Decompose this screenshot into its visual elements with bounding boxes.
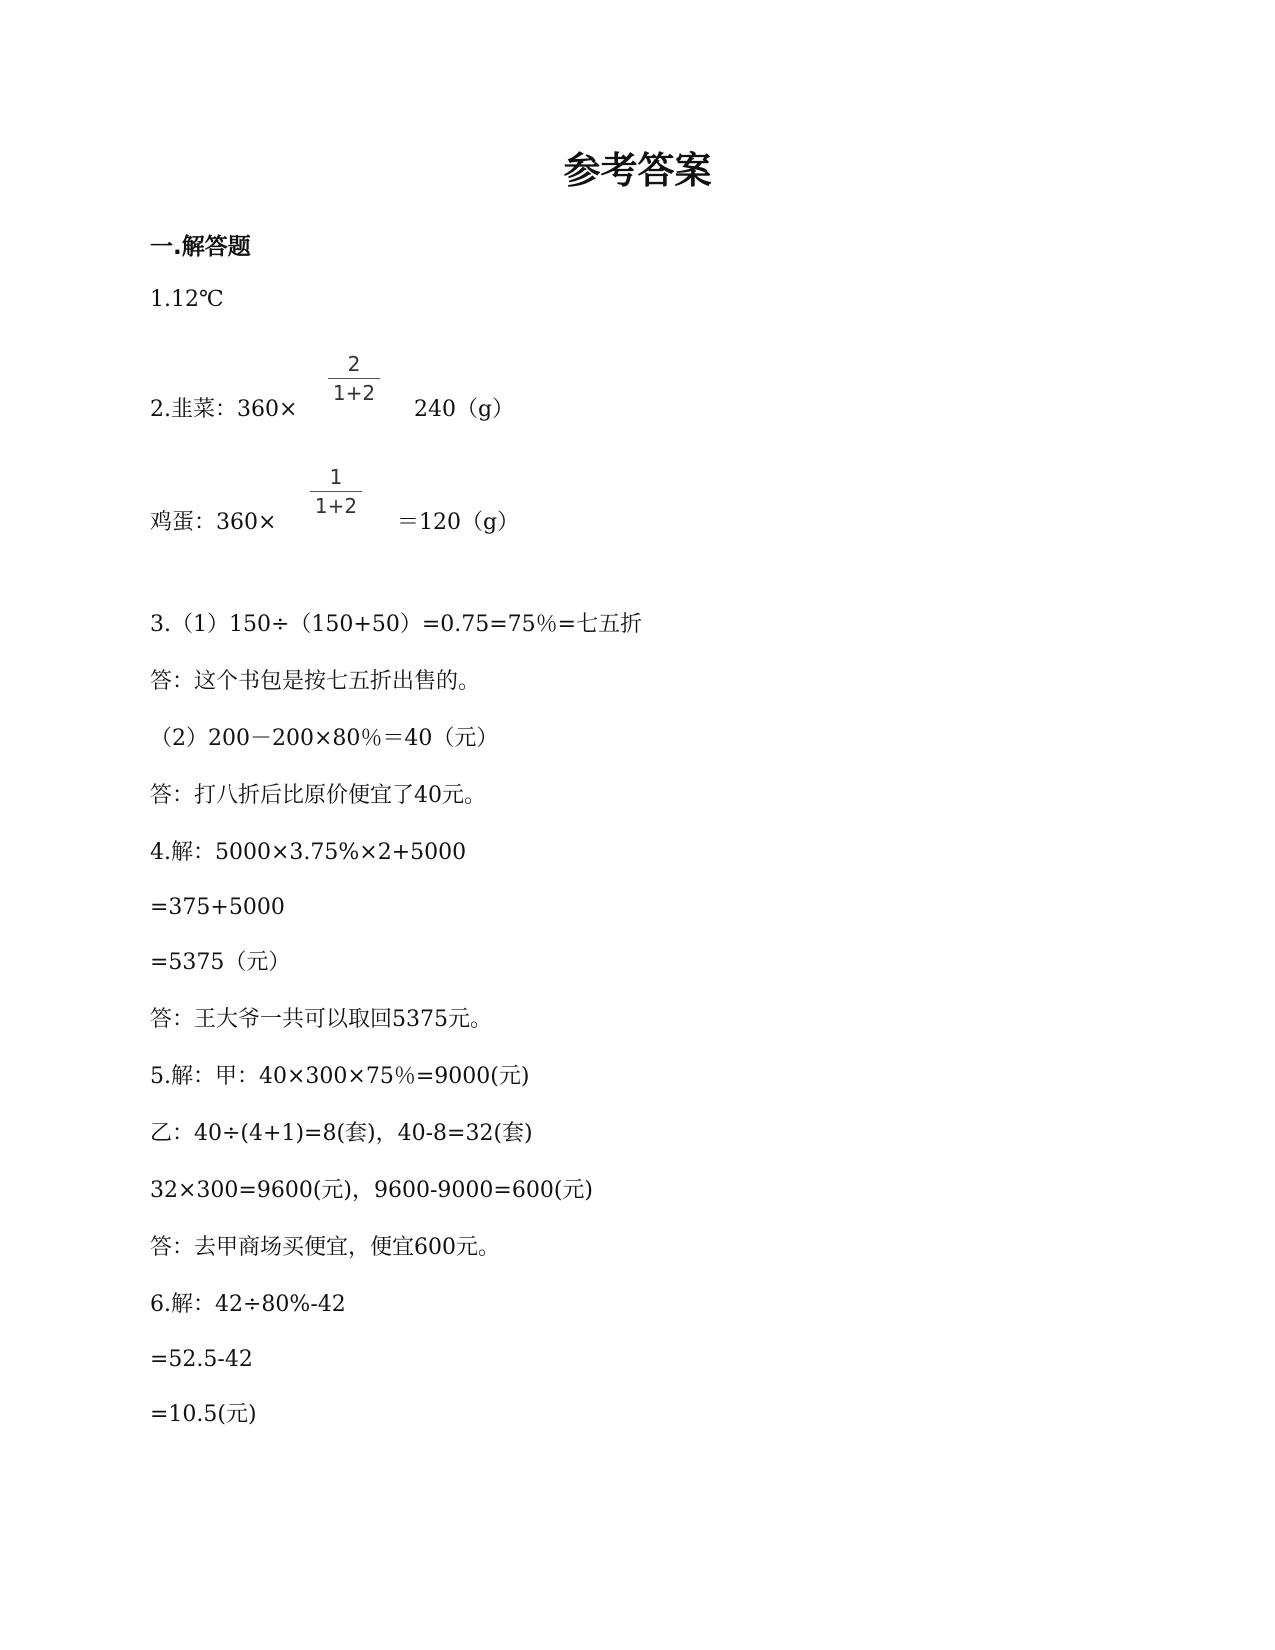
answer-line: =10.5(元): [150, 1402, 257, 1427]
answer-line: 乙：40÷(4+1)=8(套)，40-8=32(套): [150, 1121, 533, 1146]
fraction-chives: [328, 352, 380, 405]
answer-line: =52.5-42: [150, 1347, 253, 1372]
fraction-egg-numerator: 1: [329, 465, 343, 489]
fraction-bar: [310, 491, 362, 492]
answer-line: 6.解：42÷80%-42: [150, 1292, 346, 1317]
section-heading: 一.解答题: [150, 234, 251, 260]
answer-line: 答：去甲商场买便宜，便宜600元。: [150, 1235, 500, 1260]
answer-2-chives-result: 240（g）: [414, 397, 515, 422]
page-title: 参考答案: [563, 149, 712, 192]
answer-line: 答：王大爷一共可以取回5375元。: [150, 1007, 492, 1032]
answer-line: 32×300=9600(元)，9600-9000=600(元): [150, 1178, 594, 1203]
answer-line: （2）200－200×80％＝40（元）: [150, 726, 499, 751]
answer-line: 4.解：5000×3.75%×2+5000: [150, 840, 467, 865]
answer-2-egg-prefix: 鸡蛋：360×: [150, 510, 277, 535]
answer-line: 3.（1）150÷（150+50）=0.75=75％=七五折: [150, 612, 643, 637]
answer-line-1: 1.12℃: [150, 287, 224, 312]
fraction-bar: [328, 378, 380, 379]
fraction-chives-denominator: 1+2: [332, 381, 376, 405]
answer-line: 5.解：甲：40×300×75％=9000(元): [150, 1064, 530, 1089]
answer-line: =5375（元）: [150, 950, 291, 975]
answer-2-egg-result: ＝120（g）: [397, 510, 520, 535]
fraction-egg: [310, 465, 362, 518]
answer-line: 答：这个书包是按七五折出售的。: [150, 669, 481, 694]
answer-2-chives-prefix: 2.韭菜：360×: [150, 397, 298, 422]
answer-line: =375+5000: [150, 895, 285, 920]
answer-line: 答：打八折后比原价便宜了40元。: [150, 783, 486, 808]
fraction-egg-denominator: 1+2: [314, 494, 358, 518]
fraction-chives-numerator: 2: [347, 352, 361, 376]
